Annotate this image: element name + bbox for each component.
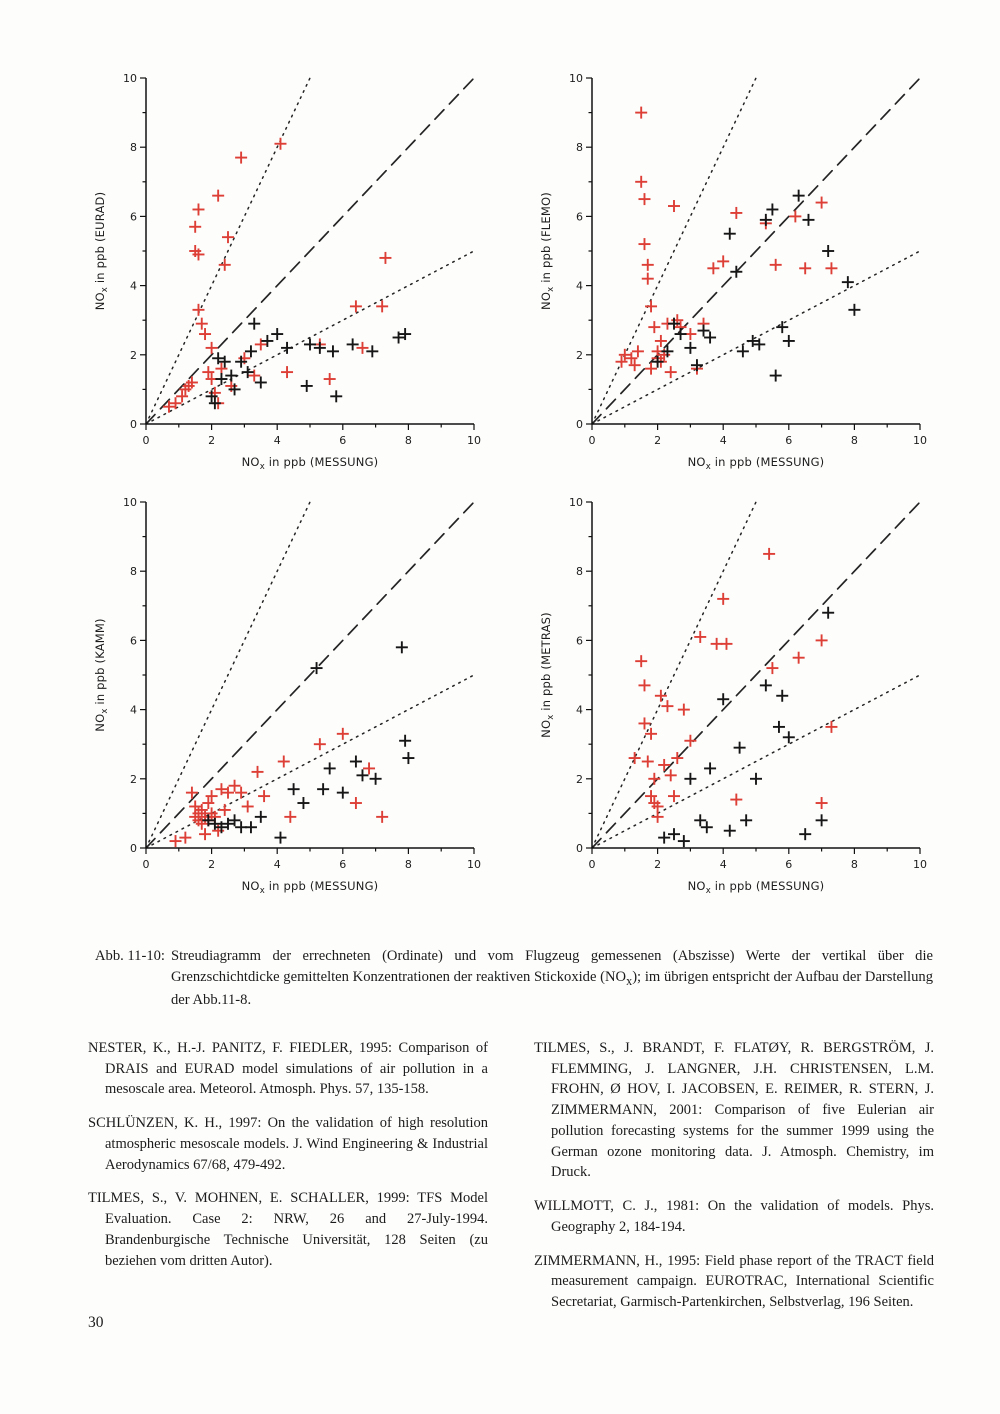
svg-text:NOx in ppb (EURAD): $NO_x$ in ppb (EURAD) xyxy=(93,191,110,311)
svg-text:4: 4 xyxy=(130,703,137,717)
svg-text:0: 0 xyxy=(576,842,583,855)
reference-entry-willmott-1981: WILLMOTT, C. J., 1981: On the validation of models. Phys. Geography 2, 184-194. xyxy=(534,1198,934,1235)
svg-text:4: 4 xyxy=(273,858,281,871)
svg-text:10: 10 xyxy=(913,858,927,871)
svg-text:6: 6 xyxy=(576,634,583,648)
svg-text:6: 6 xyxy=(785,858,793,871)
svg-text:2: 2 xyxy=(208,858,216,871)
svg-text:2: 2 xyxy=(576,348,583,362)
svg-text:NOx in ppb (KAMM): $NO_x$ in ppb (KAMM) xyxy=(93,618,110,732)
reference-entry-tilmes-2001: TILMES, S., J. BRANDT, F. FLATØY, R. BERGSTRÖM, J. FLEMMING, J. LANGNER, J.H. CHRISTENSEN, L.M. FROHN, Ø HOV, I. JACOBSEN, E. REIMER, R. STERN, J. ZIMMERMANN, 2001: Comparison of five Eulerian air pollution forecasting systems for the summer 1999 using the German ozone monitoring data. J. Atmosph. Chemistry, im Druck. xyxy=(534,1040,934,1181)
svg-text:2: 2 xyxy=(576,772,583,786)
svg-text:4: 4 xyxy=(719,858,727,871)
svg-text:10: 10 xyxy=(467,434,481,447)
svg-text:2: 2 xyxy=(130,348,137,362)
svg-text:4: 4 xyxy=(576,279,583,293)
svg-text:0: 0 xyxy=(588,858,596,871)
reference-entry-tilmes-1999: TILMES, S., V. MOHNEN, E. SCHALLER, 1999: TFS Model Evaluation. Case 2: NRW, 26 and 27-July-1994. Brandenburgische Technische Universität, 128 Seiten (zu beziehen vom dritten Autor). xyxy=(88,1190,488,1269)
svg-text:2: 2 xyxy=(654,858,662,871)
references-section xyxy=(88,1038,934,1313)
svg-text:NOx in ppb (FLEMO): $NO_x$ in ppb (FLEMO) xyxy=(539,192,556,310)
svg-text:0: 0 xyxy=(576,418,583,431)
svg-text:4: 4 xyxy=(273,434,281,447)
svg-text:0: 0 xyxy=(588,434,596,447)
reference-entry-nester-1995: NESTER, K., H.-J. PANITZ, F. FIEDLER, 1995: Comparison of DRAIS and EURAD model simulations of air pollution in a mesoscale area. Meteorol. Atmosph. Phys. 57, 135-158. xyxy=(88,1040,488,1098)
svg-text:2: 2 xyxy=(654,434,662,447)
reference-entry-schluenzen-1997: SCHLÜNZEN, K. H., 1997: On the validation of high resolution atmospheric mesoscale models. J. Wind Engineering & Industrial Aerodynamics 67/68, 479-492. xyxy=(88,1115,488,1173)
svg-text:8: 8 xyxy=(404,858,412,871)
svg-text:6: 6 xyxy=(130,210,137,224)
caption-text-part2: ); im übrigen entspricht der Aufbau der Darstellung der Abb.11-8. xyxy=(171,968,933,1008)
caption-nox-subscript: x xyxy=(626,973,633,988)
svg-text:4: 4 xyxy=(130,279,137,293)
svg-text:2: 2 xyxy=(130,772,137,786)
svg-text:10: 10 xyxy=(123,72,137,85)
svg-text:4: 4 xyxy=(719,434,727,447)
references-right-column xyxy=(534,1038,934,1313)
svg-text:NOx in ppb (MESSUNG): $NO_x$ in ppb (MESSUNG) xyxy=(687,879,825,896)
caption-text-part1: Streudiagramm der errechneten (Ordinate) und vom Flugzeug gemessenen (Abszisse) Werte der vertikal über die Grenzschichtdicke gemittelten Konzentrationen der reaktiven Stickoxide (NO xyxy=(171,948,933,985)
svg-text:6: 6 xyxy=(339,434,347,447)
svg-text:0: 0 xyxy=(130,842,137,855)
svg-text:6: 6 xyxy=(576,210,583,224)
svg-text:2: 2 xyxy=(208,434,216,447)
figure-caption xyxy=(95,946,933,1011)
svg-text:8: 8 xyxy=(404,434,412,447)
svg-text:NOx in ppb (MESSUNG): $NO_x$ in ppb (MESSUNG) xyxy=(241,879,379,896)
svg-text:8: 8 xyxy=(130,565,137,579)
svg-text:6: 6 xyxy=(130,634,137,648)
scatter-plot-flemo xyxy=(534,64,936,474)
reference-entry-zimmermann-1995: ZIMMERMANN, H., 1995: Field phase report of the TRACT field measurement campaign. EUROTRAC, International Scientific Secretariat, Garmisch-Partenkirchen, Selbstverlag, 196 Seiten. xyxy=(534,1252,934,1311)
svg-text:10: 10 xyxy=(467,858,481,871)
svg-text:NOx in ppb (MESSUNG): $NO_x$ in ppb (MESSUNG) xyxy=(687,455,825,472)
figure-caption-text xyxy=(171,946,933,1011)
figure-caption-label: Abb. 11-10: xyxy=(95,948,165,964)
svg-text:0: 0 xyxy=(142,434,150,447)
svg-text:10: 10 xyxy=(123,496,137,509)
svg-text:8: 8 xyxy=(850,434,858,447)
svg-text:4: 4 xyxy=(576,703,583,717)
svg-text:NOx in ppb (MESSUNG): $NO_x$ in ppb (MESSUNG) xyxy=(241,455,379,472)
scatter-plot-eurad xyxy=(88,64,490,474)
references-left-column xyxy=(88,1038,488,1313)
svg-text:10: 10 xyxy=(913,434,927,447)
page-number: 30 xyxy=(88,1314,104,1331)
svg-text:0: 0 xyxy=(142,858,150,871)
svg-text:8: 8 xyxy=(130,141,137,155)
figure-panel-grid xyxy=(88,64,936,898)
scatter-plot-metras xyxy=(534,488,936,898)
scatter-plot-kamm xyxy=(88,488,490,898)
svg-text:0: 0 xyxy=(130,418,137,431)
svg-text:10: 10 xyxy=(569,496,583,509)
svg-text:8: 8 xyxy=(576,565,583,579)
svg-text:6: 6 xyxy=(785,434,793,447)
svg-text:6: 6 xyxy=(339,858,347,871)
svg-text:10: 10 xyxy=(569,72,583,85)
svg-text:NOx in ppb (METRAS): $NO_x$ in ppb (METRAS) xyxy=(539,612,556,738)
svg-text:8: 8 xyxy=(576,141,583,155)
svg-text:8: 8 xyxy=(850,858,858,871)
